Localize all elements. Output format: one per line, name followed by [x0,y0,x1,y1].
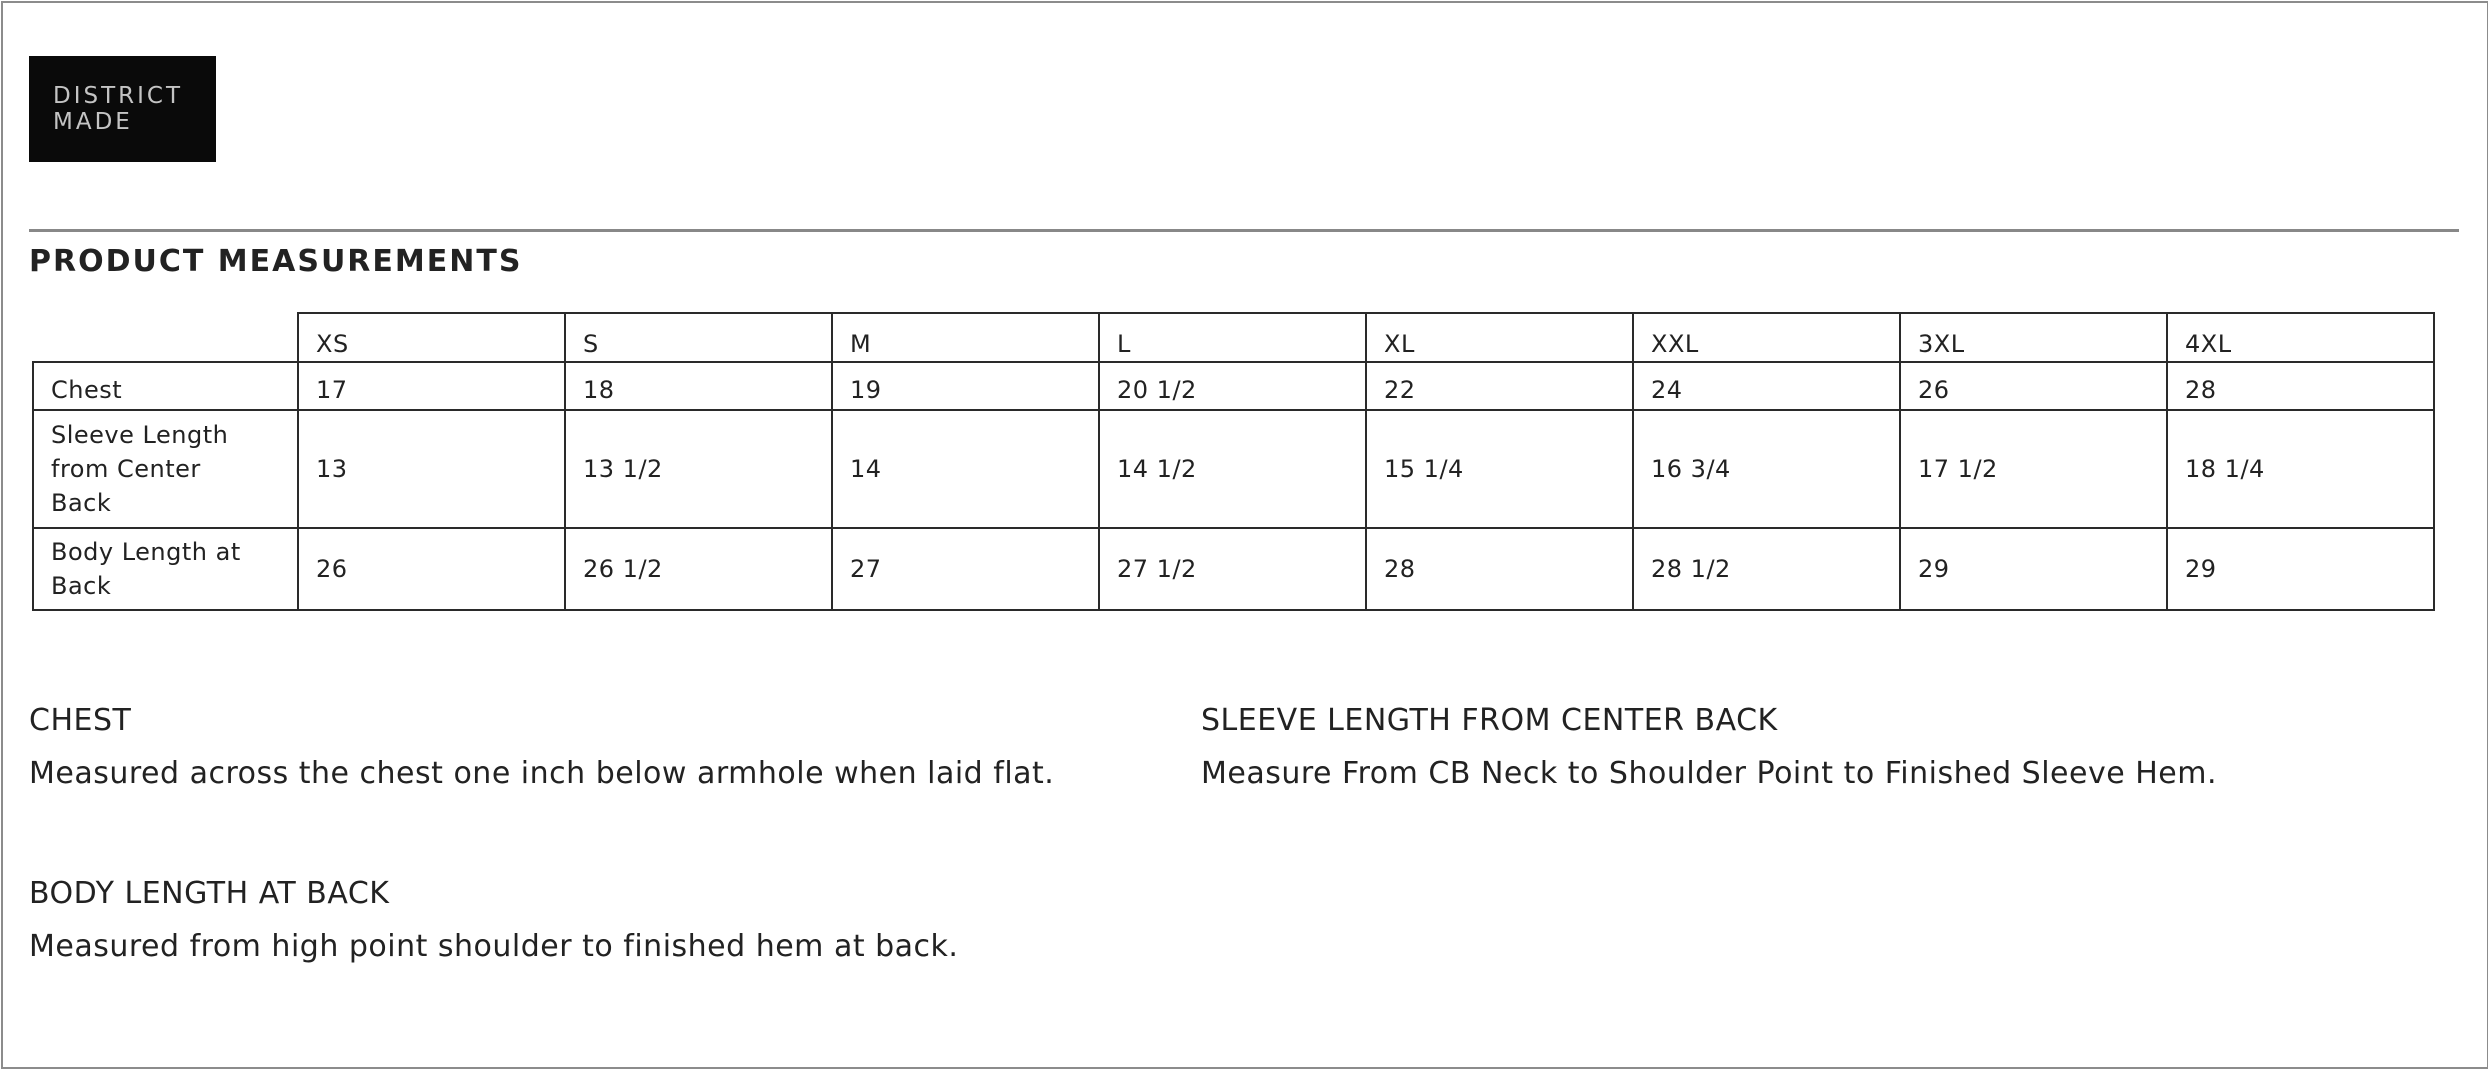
size-header-row [33,313,2434,362]
row-label: Sleeve Length from Center Back [33,410,298,528]
definition-sleeve-length [1201,703,2217,791]
header-corner-cell [33,313,298,362]
table-cell: 13 [298,410,565,528]
table-cell: 19 [832,362,1099,410]
table-cell: 26 1/2 [565,528,832,610]
definition-text: Measure From CB Neck to Shoulder Point to Finished Sleeve Hem. [1201,756,2217,791]
definition-heading: CHEST [29,703,132,738]
table-cell: 22 [1366,362,1633,410]
table-row-sleeve-length [33,410,2434,528]
table-cell: 29 [1900,528,2167,610]
definition-heading: BODY LENGTH AT BACK [29,876,390,911]
definition-chest [29,703,1054,791]
header-divider [29,229,2459,232]
size-header-cell: 3XL [1900,313,2167,362]
definition-text: Measured from high point shoulder to finished hem at back. [29,929,959,964]
definition-heading: SLEEVE LENGTH FROM CENTER BACK [1201,703,1778,738]
table-cell: 26 [1900,362,2167,410]
table-cell: 29 [2167,528,2434,610]
table-row-body-length [33,528,2434,610]
brand-logo [29,56,216,162]
table-cell: 17 1/2 [1900,410,2167,528]
measurements-table [32,312,2435,611]
table-cell: 14 [832,410,1099,528]
table-cell: 27 [832,528,1099,610]
table-cell: 24 [1633,362,1900,410]
table-cell: 18 [565,362,832,410]
table-cell: 13 1/2 [565,410,832,528]
table-row-chest [33,362,2434,410]
table-cell: 18 1/4 [2167,410,2434,528]
size-header-cell: XL [1366,313,1633,362]
table-cell: 28 [2167,362,2434,410]
size-header-cell: XS [298,313,565,362]
size-header-cell: M [832,313,1099,362]
section-title: PRODUCT MEASUREMENTS [29,244,523,279]
table-cell: 16 3/4 [1633,410,1900,528]
logo-line-1: DISTRICT [53,83,184,109]
size-header-cell: XXL [1633,313,1900,362]
table-cell: 28 1/2 [1633,528,1900,610]
table-cell: 28 [1366,528,1633,610]
size-header-cell: 4XL [2167,313,2434,362]
definition-body-length [29,876,958,964]
table-cell: 15 1/4 [1366,410,1633,528]
table-cell: 27 1/2 [1099,528,1366,610]
table-cell: 14 1/2 [1099,410,1366,528]
table-cell: 17 [298,362,565,410]
size-header-cell: S [565,313,832,362]
row-label: Chest [33,362,298,410]
table-cell: 20 1/2 [1099,362,1366,410]
logo-line-2: MADE [53,109,133,135]
row-label: Body Length at Back [33,528,298,610]
table-cell: 26 [298,528,565,610]
definition-text: Measured across the chest one inch below armhole when laid flat. [29,756,1055,791]
size-header-cell: L [1099,313,1366,362]
